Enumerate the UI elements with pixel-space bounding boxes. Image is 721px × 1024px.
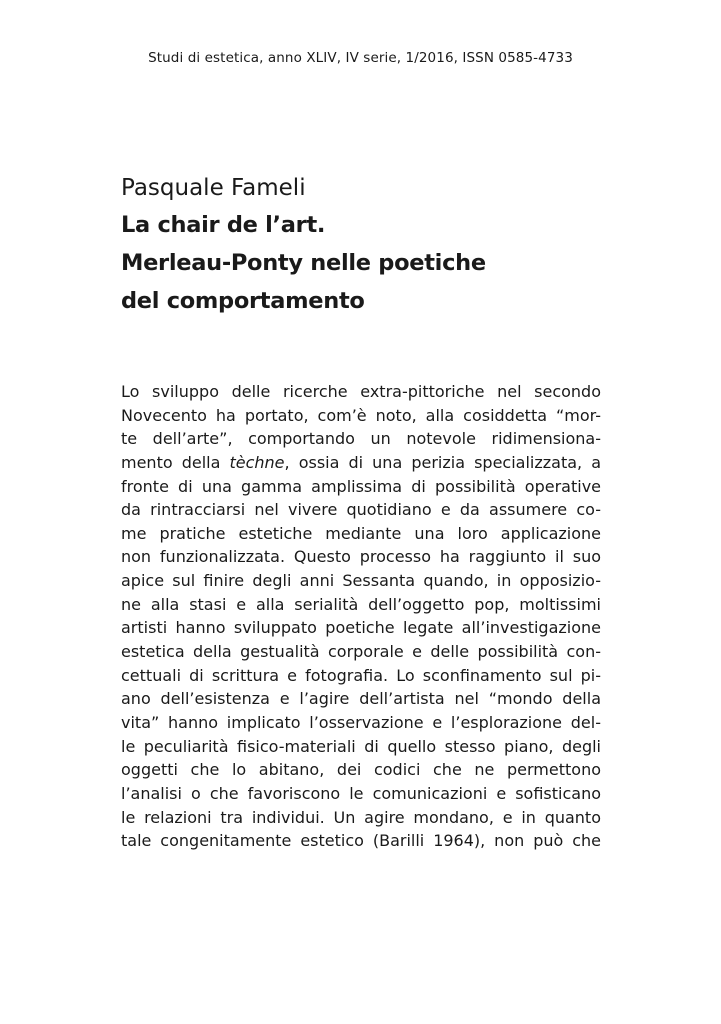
article-header bbox=[121, 170, 601, 320]
body-line: l’analisi o che favoriscono le comunicazioni e sofisticano bbox=[121, 783, 601, 803]
body-line: ne alla stasi e alla serialità dell’oggetto pop, moltissimi bbox=[121, 594, 601, 614]
body-line-text: mento della bbox=[121, 452, 230, 472]
body-line: me pratiche estetiche mediante una loro applicazione bbox=[121, 523, 601, 543]
body-line: Novecento ha portato, com’è noto, alla cosiddetta “mor- bbox=[121, 405, 601, 425]
body-line: artisti hanno sviluppato poetiche legate all’investigazione bbox=[121, 618, 601, 638]
italic-term: tèchne bbox=[229, 452, 285, 472]
body-line: ano dell’esistenza e l’agire dell’artista nel “mondo della bbox=[121, 689, 601, 709]
body-line: tale congenitamente estetico (Barilli 1964), non può che bbox=[121, 831, 601, 851]
body-line: fronte di una gamma amplissima di possibilità operative bbox=[121, 476, 601, 496]
author-name: Pasquale Fameli bbox=[121, 175, 306, 201]
body-line: le relazioni tra individui. Un agire mondano, e in quanto bbox=[121, 807, 601, 827]
body-line: estetica della gestualità corporale e delle possibilità con- bbox=[121, 642, 601, 662]
body-paragraph bbox=[121, 380, 601, 853]
body-line: cettuali di scrittura e fotografia. Lo sconfinamento sul pi- bbox=[121, 665, 601, 685]
body-line: non funzionalizzata. Questo processo ha raggiunto il suo bbox=[121, 547, 601, 567]
body-line-text: , ossia di una perizia specializzata, a bbox=[284, 452, 601, 472]
article-title-line-2: Merleau-Ponty nelle poetiche bbox=[121, 250, 486, 276]
running-head: Studi di estetica, anno XLIV, IV serie, 1/2016, ISSN 0585-4733 bbox=[148, 50, 573, 66]
body-line: oggetti che lo abitano, dei codici che ne permettono bbox=[121, 760, 601, 780]
body-line: da rintracciarsi nel vivere quotidiano e da assumere co- bbox=[121, 500, 601, 520]
body-line: le peculiarità fisico-materiali di quello stesso piano, degli bbox=[121, 736, 601, 756]
body-line: Lo sviluppo delle ricerche extra-pittoriche nel secondo bbox=[121, 382, 601, 401]
article-title-line-3: del comportamento bbox=[121, 288, 365, 314]
body-line: vita” hanno implicato l’osservazione e l’esplorazione del- bbox=[121, 712, 601, 732]
body-line: te dell’arte”, comportando un notevole ridimensiona- bbox=[121, 429, 601, 449]
body-line: apice sul finire degli anni Sessanta quando, in opposizio- bbox=[121, 571, 601, 591]
article-title-line-1: La chair de l’art. bbox=[121, 212, 326, 238]
body-line bbox=[121, 451, 601, 475]
